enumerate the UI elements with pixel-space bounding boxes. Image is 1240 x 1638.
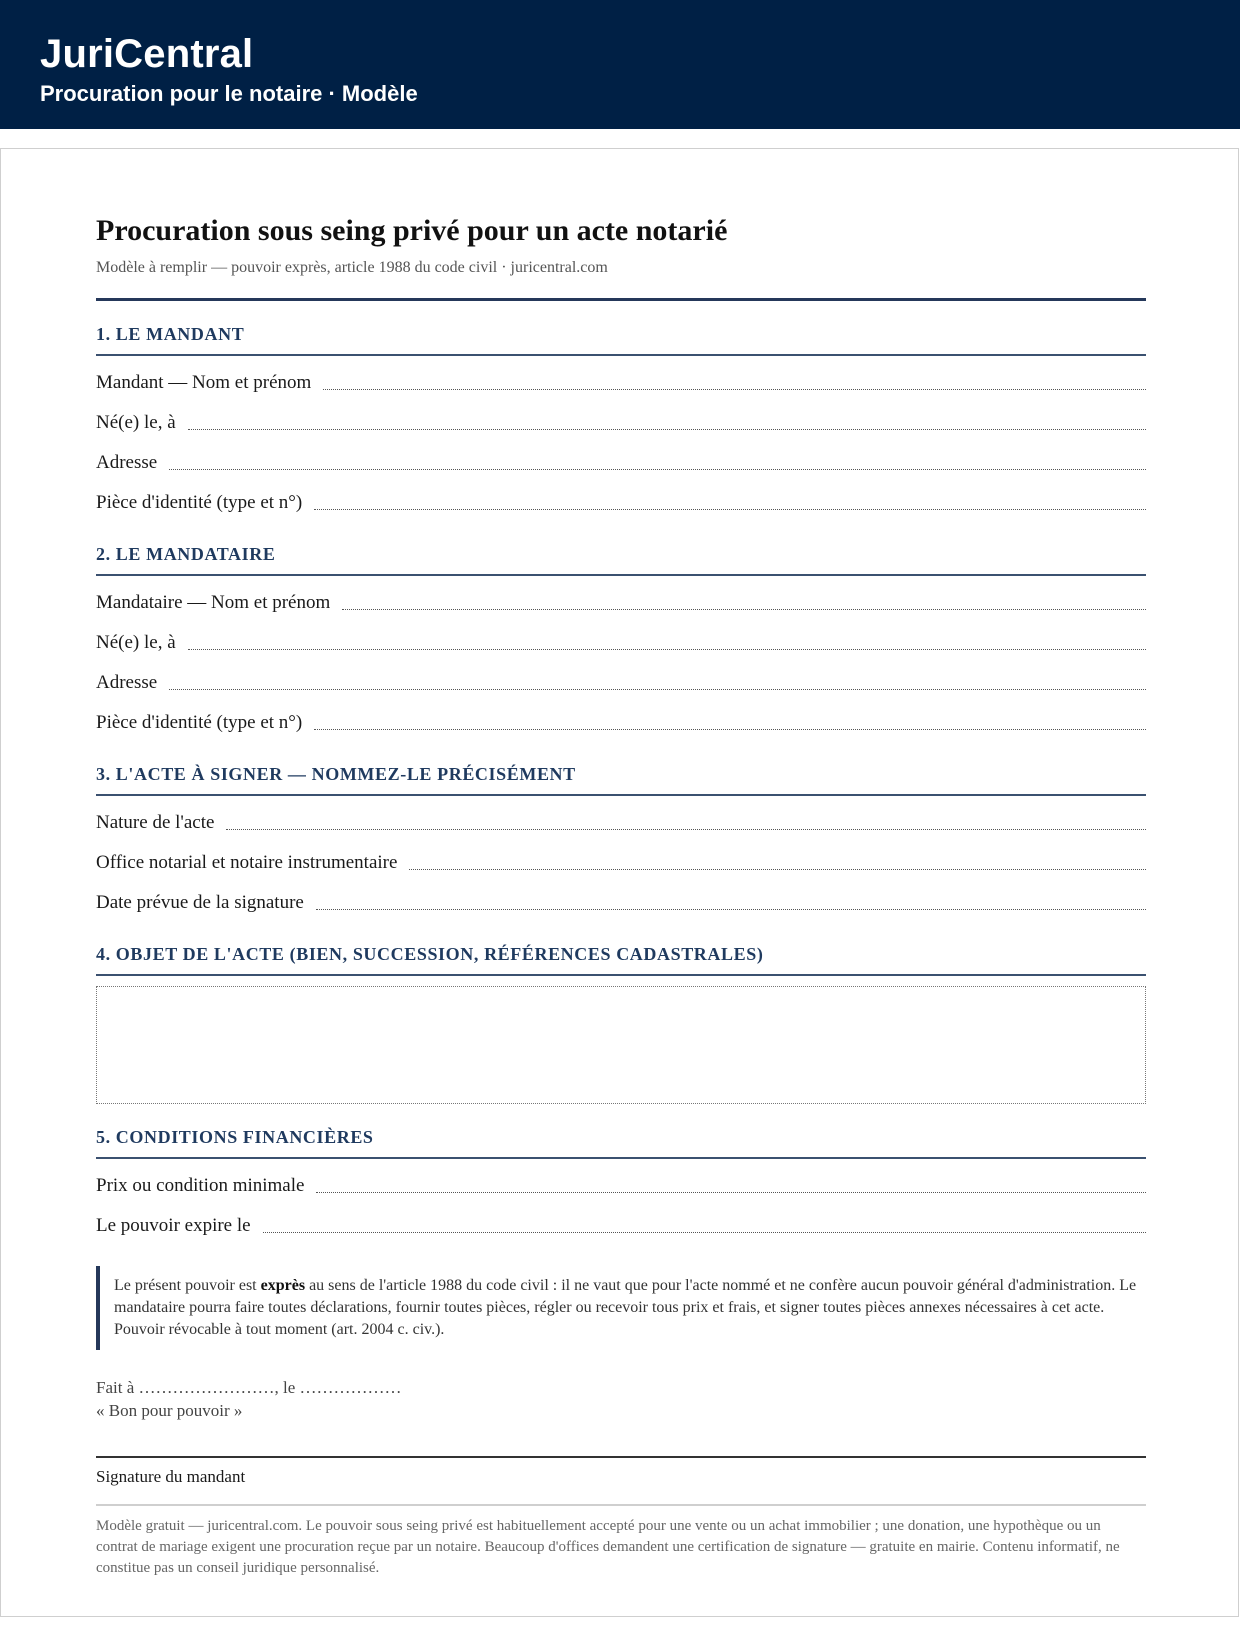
field-label: Office notarial et notaire instrumentaire [96, 852, 398, 873]
fill-line[interactable] [188, 428, 1146, 430]
place-date-line: Fait à ……………………, le ……………… [96, 1378, 402, 1397]
field-mandant-birth[interactable] [96, 401, 1146, 441]
site-header [0, 0, 1240, 129]
field-date-signature[interactable] [96, 881, 1146, 921]
notice-text-end: au sens de l'article 1988 du code civil : il ne vaut que pour l'acte nommé et ne confère aucun pouvoir général d'administration. Le mandataire pourra faire toutes déclarations, fournir toutes pièces, régler ou recevoir tous prix et frais, et signer toutes pièces annexes nécessaires à cet acte. Pouvoir révocable à tout moment (art. 2004 c. civ.). [114, 1277, 1137, 1338]
signature-line[interactable] [96, 1456, 1146, 1458]
section-heading: 4. OBJET DE L'ACTE (BIEN, SUCCESSION, RÉFÉRENCES CADASTRALES) [96, 921, 1146, 976]
signature-label: Signature du mandant [96, 1467, 246, 1486]
field-label: Pièce d'identité (type et n°) [96, 712, 303, 733]
field-prix[interactable] [96, 1164, 1146, 1204]
document-sheet [0, 148, 1239, 1617]
fill-line[interactable] [314, 728, 1146, 730]
field-label: Pièce d'identité (type et n°) [96, 492, 303, 513]
fill-line[interactable] [226, 828, 1146, 830]
notice-emphasis: exprès [260, 1277, 306, 1294]
field-mandant-address[interactable] [96, 441, 1146, 481]
fill-line[interactable] [316, 908, 1146, 910]
field-office-notarial[interactable] [96, 841, 1146, 881]
field-mandataire-id[interactable] [96, 701, 1146, 741]
field-mandataire-birth[interactable] [96, 621, 1146, 661]
document-content [96, 213, 1146, 1579]
section-acte [96, 741, 1146, 921]
legal-notice [96, 1266, 1146, 1350]
field-mandataire-address[interactable] [96, 661, 1146, 701]
field-label: Adresse [96, 672, 158, 693]
field-label: Nature de l'acte [96, 812, 215, 833]
section-heading: 2. LE MANDATAIRE [96, 521, 1146, 576]
header-subtitle: Procuration pour le notaire · Modèle [40, 81, 418, 106]
fill-line[interactable] [316, 1191, 1146, 1193]
section-heading: 3. L'ACTE À SIGNER — NOMMEZ-LE PRÉCISÉMENT [96, 741, 1146, 796]
section-mandant [96, 301, 1146, 521]
brand-logo[interactable]: JuriCentral [40, 32, 254, 76]
fill-line[interactable] [314, 508, 1146, 510]
fill-line[interactable] [188, 648, 1146, 650]
field-label: Date prévue de la signature [96, 892, 304, 913]
field-acte-nature[interactable] [96, 801, 1146, 841]
field-label: Né(e) le, à [96, 632, 176, 653]
field-mandant-name[interactable] [96, 361, 1146, 401]
section-conditions [96, 1104, 1146, 1244]
objet-text-area[interactable] [96, 986, 1146, 1104]
section-heading: 1. LE MANDANT [96, 301, 1146, 356]
fill-line[interactable] [323, 388, 1146, 390]
field-label: Mandant — Nom et prénom [96, 372, 312, 393]
field-label: Adresse [96, 452, 158, 473]
field-label: Le pouvoir expire le [96, 1215, 251, 1236]
section-heading: 5. CONDITIONS FINANCIÈRES [96, 1104, 1146, 1159]
document-subtitle: Modèle à remplir — pouvoir exprès, article 1988 du code civil · juricentral.com [96, 259, 608, 276]
fill-line[interactable] [342, 608, 1146, 610]
document-title: Procuration sous seing privé pour un acte notarié [96, 214, 728, 247]
notice-text-start: Le présent pouvoir est [114, 1277, 261, 1294]
field-label: Né(e) le, à [96, 412, 176, 433]
field-mandant-id[interactable] [96, 481, 1146, 521]
field-label: Prix ou condition minimale [96, 1175, 305, 1196]
section-mandataire [96, 521, 1146, 741]
field-mandataire-name[interactable] [96, 581, 1146, 621]
fill-line[interactable] [169, 688, 1146, 690]
fill-line[interactable] [409, 868, 1146, 870]
bon-pour-pouvoir: « Bon pour pouvoir » [96, 1401, 243, 1420]
field-expiration[interactable] [96, 1204, 1146, 1244]
field-label: Mandataire — Nom et prénom [96, 592, 331, 613]
footer-divider [96, 1504, 1146, 1506]
footer-disclaimer: Modèle gratuit — juricentral.com. Le pouvoir sous seing privé est habituellement accepté pour une vente ou un achat immobilier ; une donation, une hypothèque ou un contrat de mariage exigent une procuration reçue par un notaire. Beaucoup d'offices demandent une certification de signature — gratuite en mairie. Contenu informatif, ne constitue pas un conseil juridique personnalisé. [96, 1518, 1120, 1576]
section-objet [96, 921, 1146, 1104]
fill-line[interactable] [263, 1231, 1146, 1233]
fill-line[interactable] [169, 468, 1146, 470]
